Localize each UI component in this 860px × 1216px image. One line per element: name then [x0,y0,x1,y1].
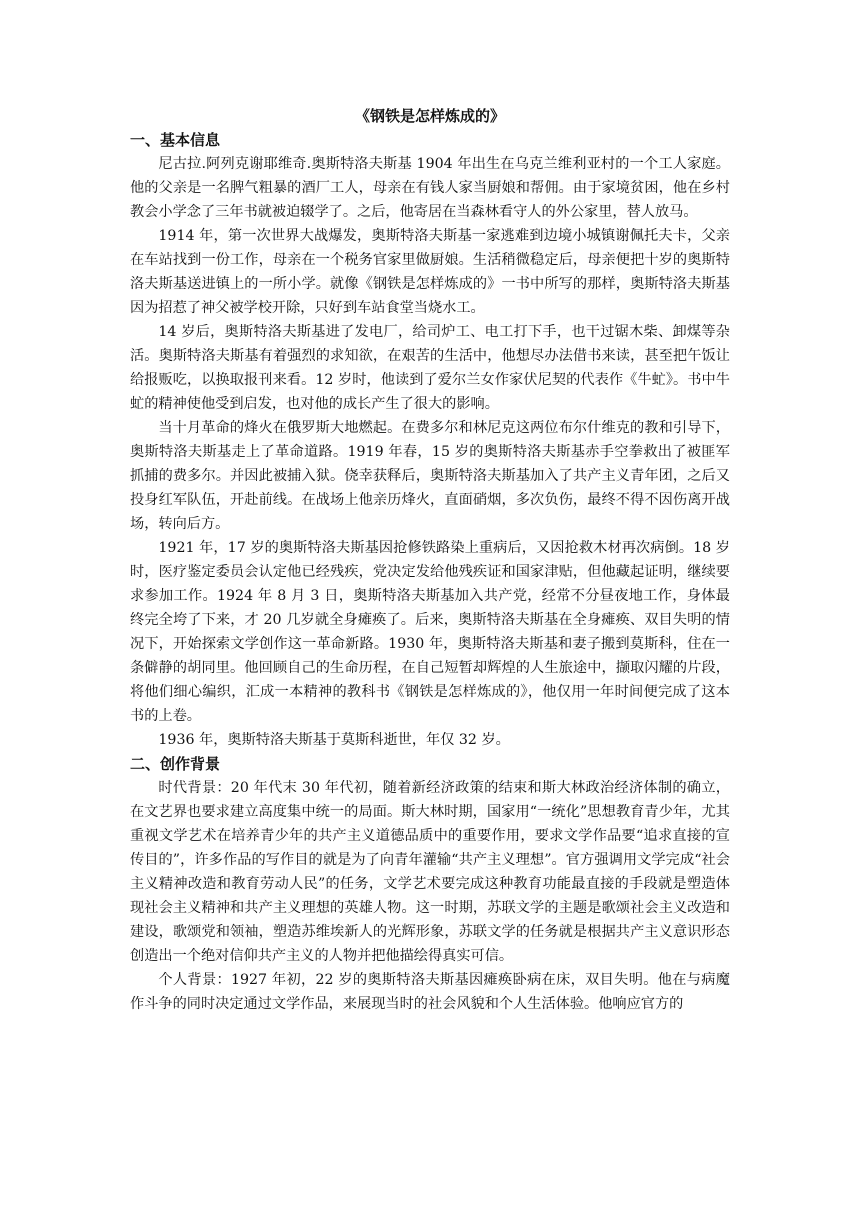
paragraph: 当十月革命的烽火在俄罗斯大地燃起。在费多尔和林尼克这两位布尔什维克的教和引导下，奥斯特洛夫斯基走上了革命道路。1919 年春，15 岁的奥斯特洛夫斯基赤手空拳救出了被匪军抓捕的费多尔。并因此被捕入狱。侥幸获释后，奥斯特洛夫斯基加入了共产主义青年团，之后又投身红军队伍，开赴前线。在战场上他亲历烽火，直面硝烟，多次负伤，最终不得不因伤离开战场，转向后方。 [130,420,730,532]
paragraph: 1921 年，17 岁的奥斯特洛夫斯基因抢修铁路染上重病后，又因抢救木材再次病倒。18 岁时，医疗鉴定委员会认定他已经残疾，党决定发给他残疾证和国家津贴，但他藏起证明，继续要求参加工作。1924 年 8 月 3 日，奥斯特洛夫斯基加入共产党，经常不分昼夜地工作，身体最终完全垮了下来，才 20 几岁就全身瘫痪了。后来，奥斯特洛夫斯基在全身瘫痪、双目失明的情况下，开始探索文学创作这一革命新路。1930 年，奥斯特洛夫斯基和妻子搬到莫斯科，住在一条僻静的胡同里。他回顾自己的生命历程，在自己短暂却辉煌的人生旅途中，撷取闪耀的片段，将他们细心编织，汇成一本精神的教科书《钢铁是怎样炼成的》，他仅用一年时间便完成了这本书的上卷。 [130,540,730,724]
paragraph: 1914 年，第一次世界大战爆发，奥斯特洛夫斯基一家逃难到边境小城镇谢佩托夫卡，父亲在车站找到一份工作，母亲在一个税务官家里做厨娘。生活稍微稳定后，母亲便把十岁的奥斯特洛夫斯基送进镇上的一所小学。就像《钢铁是怎样炼成的》一书中所写的那样，奥斯特洛夫斯基因为招惹了神父被学校开除，只好到车站食堂当烧水工。 [130,228,730,316]
paragraph: 尼古拉.阿列克谢耶维奇.奥斯特洛夫斯基 1904 年出生在乌克兰维利亚村的一个工人家庭。他的父亲是一名脾气粗暴的酒厂工人，母亲在有钱人家当厨娘和帮佣。由于家境贫困，他在乡村教会小学念了三年书就被迫辍学了。之后，他寄居在当森林看守人的外公家里，替人放马。 [130,156,730,220]
document-title: 《钢铁是怎样炼成的》 [354,107,505,125]
section-heading-basic-info: 一、基本信息 [130,131,221,149]
paragraph: 14 岁后，奥斯特洛夫斯基进了发电厂，给司炉工、电工打下手，也干过锯木柴、卸煤等杂活。奥斯特洛夫斯基有着强烈的求知欲，在艰苦的生活中，他想尽办法借书来读，甚至把午饭让给报贩吃，以换取报刊来看。12 岁时，他读到了爱尔兰女作家伏尼契的代表作《牛虻》。书中牛虻的精神使他受到启发，也对他的成长产生了很大的影响。 [130,324,730,412]
section-heading-background: 二、创作背景 [130,755,221,773]
document-body [130,104,730,1016]
paragraph: 时代背景：20 年代末 30 年代初，随着新经济政策的结束和斯大林政治经济体制的确立，在文艺界也要求建立高度集中统一的局面。斯大林时期，国家用“一统化”思想教育青少年，尤其重视文学艺术在培养青少年的共产主义道德品质中的重要作用，要求文学作品要“追求直接的宣传目的”，许多作品的写作目的就是为了向青年灌输“共产主义理想”。官方强调用文学完成“社会主义精神改造和教育劳动人民”的任务，文学艺术要完成这种教育功能最直接的手段就是塑造体现社会主义精神和共产主义理想的英雄人物。这一时期，苏联文学的主题是歌颂社会主义改造和建设，歌颂党和领袖，塑造苏维埃新人的光辉形象，苏联文学的任务就是根据共产主义意识形态创造出一个绝对信仰共产主义的人物并把他描绘得真实可信。 [130,780,730,964]
paragraph: 1936 年，奥斯特洛夫斯基于莫斯科逝世，年仅 32 岁。 [158,732,510,748]
paragraph: 个人背景：1927 年初，22 岁的奥斯特洛夫斯基因瘫痪卧病在床，双目失明。他在与病魔作斗争的同时决定通过文学作品，来展现当时的社会风貌和个人生活体验。他响应官方的 [130,972,730,1012]
